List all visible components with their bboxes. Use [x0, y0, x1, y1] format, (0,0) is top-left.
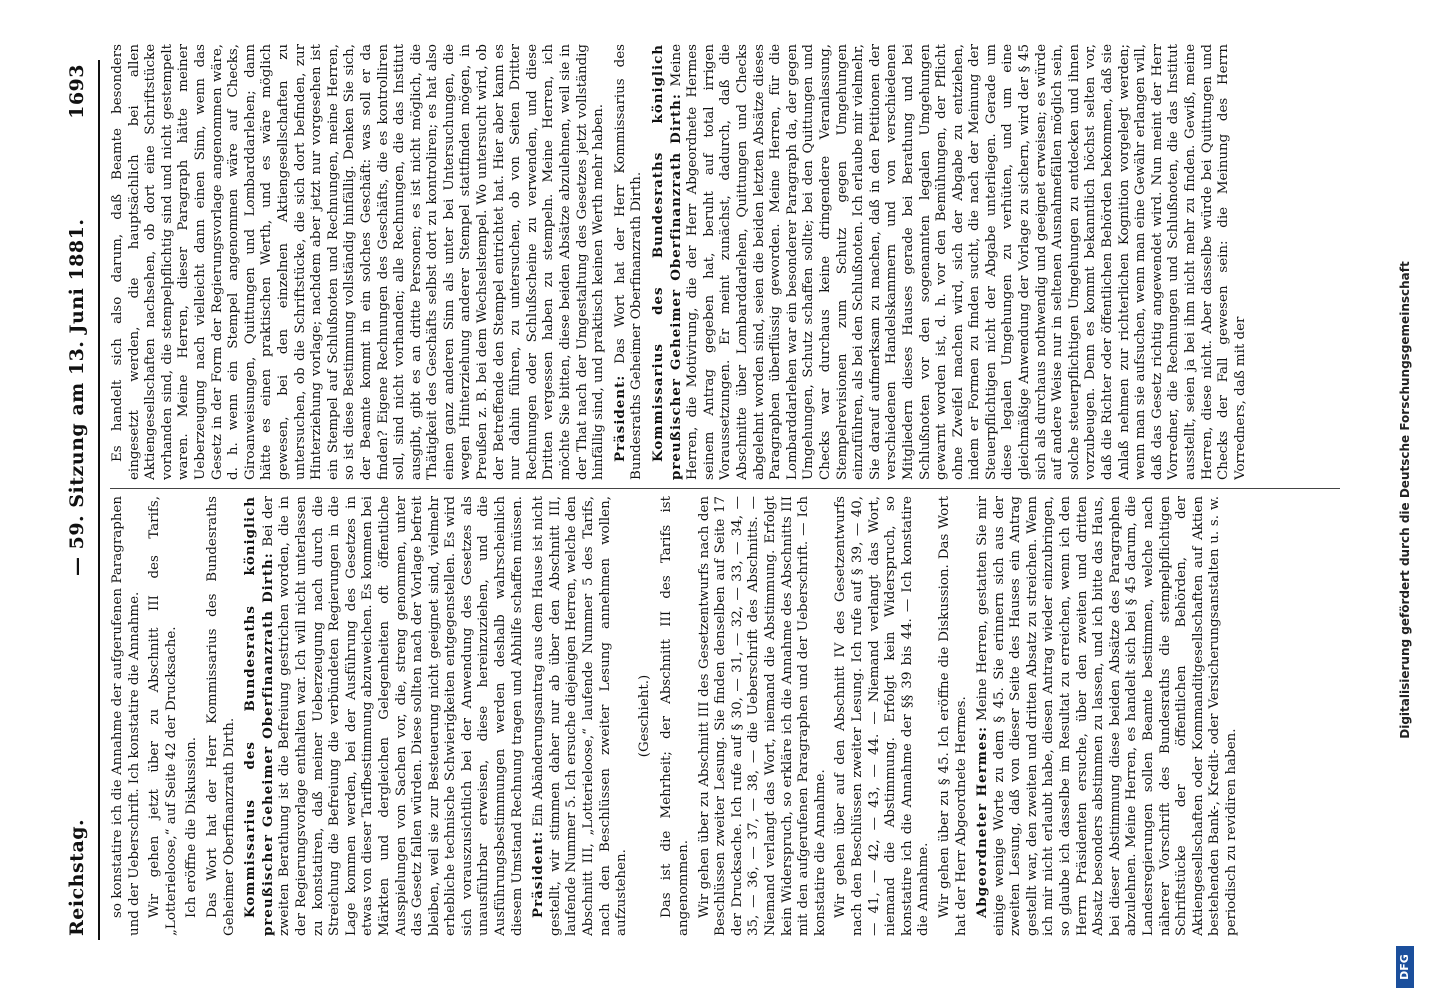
stage-direction: (Geschieht.): [636, 674, 652, 758]
speech-paragraph: [650, 44, 1249, 480]
speaker-name: Abgeordneter Hermes:: [974, 726, 991, 918]
text-paragraph: Wir gehen über auf den Abschnitt IV des Gesetzentwurfs nach den Beschlüssen zweiter Lesung. Ich rufe auf § 39, — 40, — 41, — 42, — 43, — 44. — Niemand verlangt das Wort, niemand die Abstimmung. Erfolgt kein Widerspruch, so konstatire ich die Annahme der §§ 39 bis 44. — Ich konstatire die Annahme.: [833, 496, 932, 936]
speech-text: Das Wort hat der Herr Kommissarius des Bundesraths Geheimer Oberfinanzrath Dirth.: [612, 44, 645, 480]
text-paragraph: Ich eröffne die Diskussion.: [184, 736, 200, 918]
speech-text: Ein Abänderungsantrag aus dem Hause ist nicht gestellt, wir stimmen daher nur ab über den Abschnitt III, laufende Nummer 5. Ich ersuche diejenigen Herren, welche den Abschnitt III, „Lotterieloose,“ laufende Nummer 5 des Tarifs, nach den Beschlüssen zweiter Lesung annehmen wollen, aufzustehen.: [531, 496, 630, 936]
text-paragraph: Wir gehen über zu § 45. Ich eröffne die Diskussion. Das Wort hat der Herr Abgeordnete Hermes.: [936, 496, 969, 936]
page-header: [66, 64, 94, 936]
speech-text: Meine Herren, die Motivirung, die der Herr Abgeordnete Hermes seinem Antrag gegeben hat, beruht auf total irrigen Voraussetzungen. Er meint zunächst, dadurch, daß die Abschnitte über Lombarddarlehen, Quittungen und Checks abgelehnt worden sind, seien die beiden letzten Absätze dieses Paragraphen überflüssig geworden. Meine Herren, für die Lombarddarlehen war ein besonderer Paragraph da, der gegen Umgehungen, Schutz schaffen sollte; bei den Quittungen und Checks war durchaus keine dringendere Veranlassung, Stempelrevisionen zum Schutz gegen Umgehungen einzuführen, als bei den Schlußnoten. Ich erlaube mir vielmehr, Sie darauf aufmerksam zu machen, daß in den Petitionen der verschiedenen Handelskammern und von verschiedenen Mitgliedern dieses Hauses gerade bei Berathung und bei Schlußnoten vor den sogenannten legalen Umgehungen gewarnt worden ist, d. h. vor den Bemühungen, der Pflicht ohne Zweifel machen wird, sich der Abgabe zu entziehen, indem er Formen zu finden sucht, die nach der Meinung der Steuerpflichtigen nicht der Abgabe unterliegen. Gerade um diese legalen Umgehungen zu verhüten, und um eine gleichmäßige Anwendung der Vorlage zu sichern, wird der § 45 sich als durchaus nothwendig und geeignet erweisen; es würde auf andere Weise nur in seltenen Ausnahmefällen möglich sein, solche steuerpflichtigen Umgehungen zu entdecken und ihnen vorzubeugen. Denn es kommt bekanntlich höchst selten vor, daß die Richter oder öffentlichen Behörden bekommen, daß sie Anlaß nehmen zur richterlichen Kognition vorgelegt werden; wenn man sie aufsuchen, wenn man eine Gewähr erlangen will, daß das Gesetz richtig angewendet wird. Nun meint der Herr Vorredner, die Rechnungen und Schlußnoten, die das Institut ausstellt, seien ja bei ihm nicht mehr zu finden. Gewiß, meine Herren, diese nicht. Aber dasselbe würde bei Quittungen und Checks der Fall gewesen sein: die Meinung des Herrn Vorredners, daß mit der: [668, 44, 1248, 480]
column-divider: [110, 488, 1340, 489]
header-title: Reichstag.: [66, 818, 88, 936]
header-session: — 59. Sitzung am 13. Juni 1881.: [66, 218, 88, 576]
speaker-name: Kommissarius des Bundesraths königlich preußischer Geheimer Oberfinanzrath Dirth:: [242, 496, 276, 936]
speech-paragraph: [530, 496, 631, 936]
text-paragraph: so konstatire ich die Annahme der aufgerufenen Paragraphen und der Ueberschrift. Ich konstatire die Annahme.: [110, 496, 142, 936]
speech-paragraph: [612, 44, 646, 480]
text-paragraph: Das ist die Mehrheit; der Abschnitt III des Tarifs ist angenommen.: [659, 496, 691, 936]
speaker-name: Kommissarius des Bundesraths königlich preußischer Geheimer Oberfinanzrath Dirth:: [650, 44, 684, 480]
text-paragraph: Wir gehen über zu Abschnitt III des Gesetzentwurfs nach den Beschlüssen zweiter Lesung. Sie finden denselben auf Seite 17 der Drucksache. Ich rufe auf § 30, — 31, — 32, — 33, — 34, — 35, — 36, — 37, — 38, — die Ueberschrift des Abschnitts. — Niemand verlangt das Wort, niemand die Abstimmung. Erfolgt kein Widerspruch, so erkläre ich die Annahme des Abschnitts III mit den aufgerufenen Paragraphen und der Ueberschrift. — Ich konstatire die Annahme.: [696, 496, 828, 936]
text-paragraph: Es handelt sich also darum, daß Beamte besonders eingesetzt werden, die hauptsächlich bei allen Aktiengesellschaften nachsehen, ob dort eine Schriftstücke vorhanden sind, die stempelpflichtig sind und nicht gestempelt waren. Meine Herren, dieser Paragraph hätte meiner Ueberzeugung nach vielleicht dann einen Sinn, wenn das Gesetz in der Form der Regierungsvorlage angenommen wäre, d. h. wenn ein Stempel angenommen wäre auf Checks, Giroanweisungen, Quittungen und Lombarddarlehen; dann hätte es einen praktischen Werth, und es wäre möglich gewesen, bei den einzelnen Aktiengesellschaften zu untersuchen, ob die Schriftstücke, die sich dort befinden, zur Hinterziehung vorlage; nachdem aber jetzt nur vorgesehen ist ein Stempel auf Schlußnoten und Rechnungen, meine Herren, so ist diese Bestimmung vollständig hinfällig. Denken Sie sich, der Beamte kommt in ein solches Geschäft: was soll er da finden? Eigene Rechnungen des Geschäfts, die es kontrolliren soll, sind nicht vorhanden; alle Rechnungen, die das Institut ausgibt, gibt es an dritte Personen; es ist nicht möglich, die Thätigkeit des Geschäfts selbst dort zu kontroliren; es hat also einen ganz anderen Sinn als unter bei Untersuchungen, die wegen Hinterziehung anderer Stempel stattfinden mögen, in Preußen z. B. bei dem Wechselstempel. Wo untersucht wird, ob der Betreffende den Stempel entrichtet hat. Hier aber kann es nur dahin führen, zu untersuchen, ob von Seiten Dritter Rechnungen oder Schlußscheine zu verwenden, und diese Dritten vergessen haben zu stempeln. Meine Herren, ich möchte Sie bitten, diese beiden Absätze abzulehnen, weil sie in der That nach der Umgestaltung des Gesetzes jetzt vollständig hinfällig sind, und praktisch keinen Werth mehr haben.: [110, 44, 607, 480]
speech-text: Meine Herren, gestatten Sie mir einige wenige Worte zu dem § 45. Sie erinnern sich aus der zweiten Lesung, daß von dieser Seite des Hauses ein Antrag gestellt war, den zweiten und dritten Absatz zu streichen. Wenn ich mir nicht erlaubt habe, diesen Antrag wieder einzubringen, so glaube ich dasselbe im Resultat zu erreichen, wenn ich den Herrn Präsidenten ersuche, über den zweiten und dritten Absatz besonders abstimmen zu lassen, und ich bitte das Haus, bei dieser Abstimmung diese beiden Absätze des Paragraphen abzulehnen. Meine Herren, es handelt sich bei § 45 darum, die Landesregierungen sollen Beamte bestimmen, welche nach näherer Vorschrift des Bundesraths die stempelpflichtigen Schriftstücke der öffentlichen Behörden, der Aktiengesellschaften oder Kommanditgesellschaften auf Aktien bestehenden Bank-, Kredit- oder Versicherungsanstalten u. s. w. periodisch zu revidiren haben.: [975, 496, 1239, 936]
speech-paragraph: [242, 496, 526, 936]
funding-note: Digitalisierung gefördert durch die Deutsche Forschungsgemeinschaft: [1398, 261, 1412, 739]
speech-text: Bei der zweiten Berathung ist die Befreiung gestrichen worden, die in der Regierungsvorlage enthalten war. Ich will nicht unterlassen zu konstatiren, daß meiner Ueberzeugung nach durch die Streichung die Befreiung die verbündeten Regierungen in die Lage kommen werden, bei der Ausführung des Gesetzes in etwas von dieser Tarifbestimmung abzuweichen. Es kommen bei Märkten und dergleichen Gelegenheiten oft öffentliche Ausspielungen von Sachen vor, die, streng genommen, unter das Gesetz fallen würden. Diese sollten nach der Vorlage befreit bleiben, weil sie zur Besteuerung nicht geeignet sind, vielmehr erhebliche technische Schwierigkeiten entgegenstellen. Es wird sich vorauszusichtlich bei der Anwendung des Gesetzes als unausführbar erweisen, diese hereinzuziehen, und die Ausführungsbestimmungen werden deshalb wahrscheinlich diesem Umstand Rechnung tragen und Abhilfe schaffen müssen.: [260, 496, 525, 936]
text-paragraph: Wir gehen jetzt über zu Abschnitt III des Tarifs, „Lotterieloose,“ auf Seite 42 der Drucksache.: [147, 496, 179, 936]
text-paragraph: Das Wort hat der Herr Kommissarius des Bundesraths Geheimer Oberfinanzrath Dirth.: [204, 496, 237, 936]
speaker-name: Präsident:: [530, 830, 547, 918]
header-rule: [98, 60, 100, 940]
right-column: [110, 44, 1345, 480]
speech-paragraph: [974, 496, 1241, 936]
left-column: [110, 496, 1345, 936]
page-number: 1693: [66, 64, 88, 119]
dfg-logo: DFG: [1396, 946, 1414, 988]
speaker-name: Präsident:: [611, 374, 628, 462]
